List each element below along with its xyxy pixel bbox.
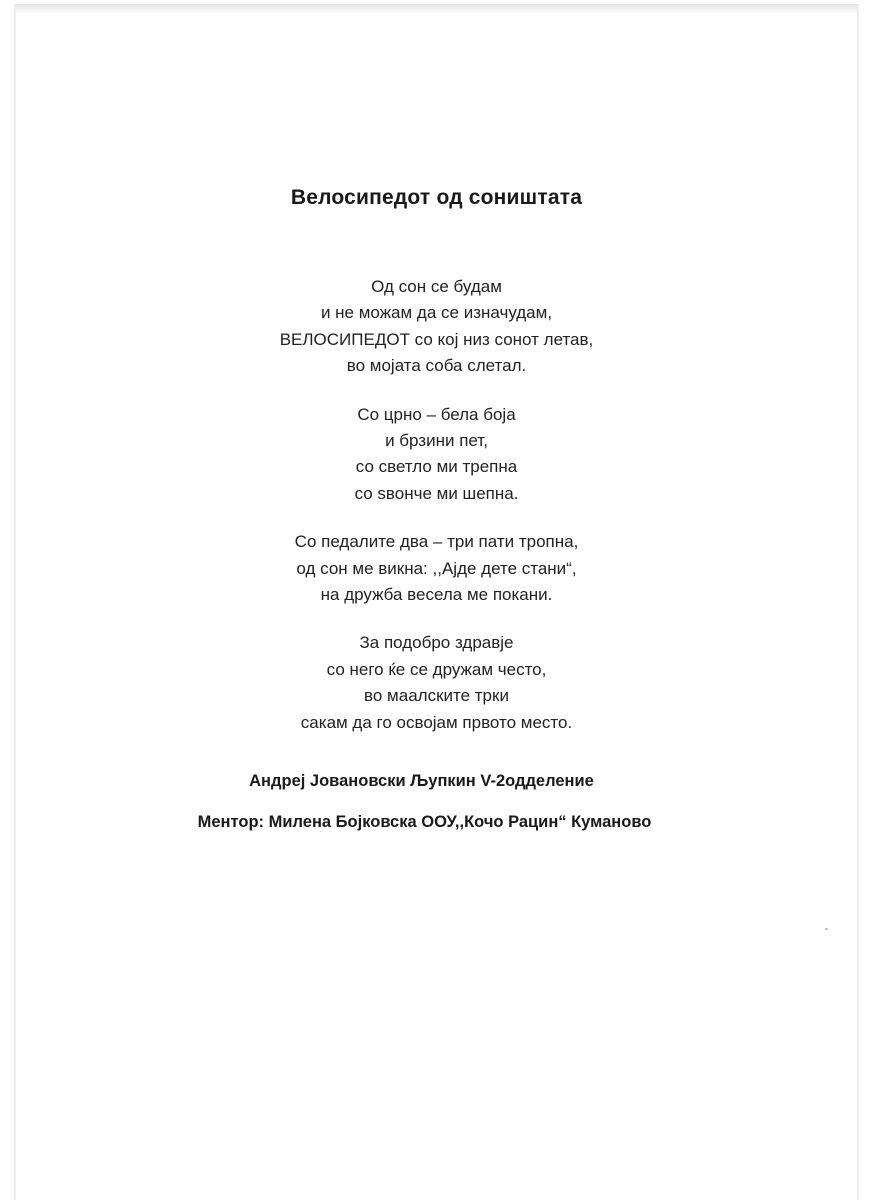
scan-shadow-top <box>14 4 859 14</box>
scan-speck <box>825 928 828 930</box>
poem-body <box>0 274 873 758</box>
poem-line: Со педалите два – три пати тропна, <box>294 532 579 552</box>
poem-title: Велосипедот од соништата <box>290 186 583 209</box>
poem-line: од сон ме викна: ,,Ајде дете стани“, <box>296 558 577 578</box>
poem-line: Од сон се будам <box>371 277 502 296</box>
poem-line: и не можам да се изначудам, <box>320 303 553 323</box>
author-line: Андреј Јовановски Љупкин V-2одделение <box>249 772 594 790</box>
poem-line: во мојата соба слетал. <box>346 356 527 376</box>
stanza-1 <box>0 274 873 380</box>
poem-line: За подобро здравје <box>359 633 514 653</box>
poem-line: и брзини пет, <box>385 431 488 451</box>
mentor-line: Ментор: Милена Бојковска ООУ,,Кочо Рацин“ Куманово <box>197 813 652 831</box>
stanza-2 <box>0 402 873 508</box>
stanza-3 <box>0 529 873 608</box>
poem-line: со светло ми трепна <box>355 457 518 477</box>
poem-line: со ѕвонче ми шепна. <box>354 483 519 503</box>
poem-line: сакам да го освојам првото место. <box>300 712 573 732</box>
stanza-4 <box>0 630 873 736</box>
poem-line: со него ќе се дружам често, <box>326 659 547 679</box>
poem-line: на дружба весела ме покани. <box>320 585 553 605</box>
poem-line: Со црно – бела боја <box>357 404 516 424</box>
poem-line: ВЕЛОСИПЕДОТ со кој низ сонот летав, <box>279 329 594 349</box>
poem-line: во маалските трки <box>364 686 509 706</box>
